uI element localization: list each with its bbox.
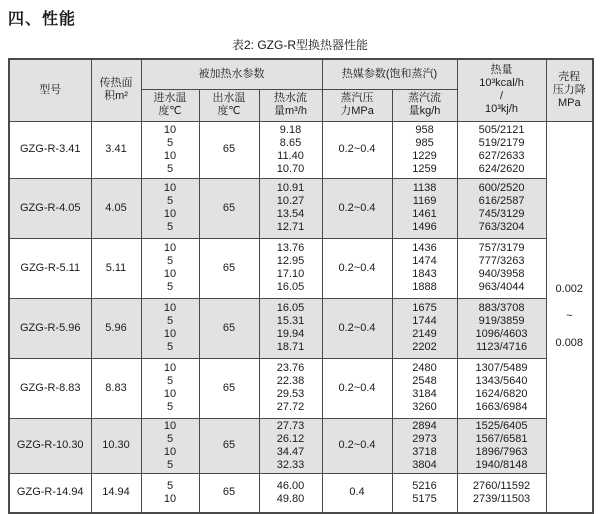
- heat-value: 777/3263: [478, 255, 525, 267]
- heat-value: 919/3859: [478, 315, 525, 327]
- header-heat-line: 10³kcal/h: [479, 77, 524, 90]
- steam-flows-cell: [392, 298, 457, 358]
- inlet-temp-value: 5: [166, 458, 174, 471]
- steam-flow-value: 1744: [412, 315, 437, 327]
- steam-pressure-cell: 0.2~0.4: [322, 418, 392, 473]
- water-flows-cell: [259, 178, 322, 238]
- inlet-temps-cell: [141, 298, 199, 358]
- inlet-temps-cell: [141, 178, 199, 238]
- heat-value: 624/2620: [478, 162, 525, 175]
- header-area-line: 传热面: [99, 77, 133, 90]
- heat-value: 1525/6405: [475, 419, 528, 432]
- area-cell: 10.30: [91, 418, 141, 473]
- header-steam-pressure-line: 力MPa: [340, 105, 374, 117]
- outlet-temp-cell: 65: [199, 473, 259, 513]
- steam-flow-value: 1496: [412, 221, 437, 233]
- steam-pressure-cell: 0.4: [322, 473, 392, 513]
- water-flow-value: 8.65: [279, 136, 302, 149]
- table-row: [9, 178, 593, 238]
- model-cell: GZG-R-8.83: [9, 358, 91, 418]
- heat-value: 1567/6581: [475, 432, 528, 445]
- header-heat-line: 10³kj/h: [485, 103, 519, 116]
- header-steam-group: 热媒参数(饱和蒸汽): [322, 59, 457, 89]
- inlet-temp-value: 10: [163, 445, 177, 458]
- heat-value: 505/2121: [478, 123, 525, 136]
- inlet-temp-value: 5: [166, 162, 174, 175]
- water-flow-value: 10.70: [276, 162, 305, 175]
- header-steam-flow-line: 蒸汽流: [408, 92, 442, 104]
- steam-flow-value: 2973: [412, 432, 437, 445]
- water-flow-value: 10.27: [276, 195, 305, 207]
- shell-pressure-tilde: ~: [566, 310, 573, 323]
- water-flow-value: 26.12: [276, 432, 305, 445]
- water-flows-cell: [259, 418, 322, 473]
- heat-value: 1343/5640: [475, 375, 528, 387]
- heat-cell: [457, 178, 546, 238]
- steam-flow-value: 2480: [412, 362, 437, 374]
- heat-value: 1940/8148: [475, 458, 528, 471]
- inlet-temp-value: 5: [166, 315, 174, 327]
- water-flows-cell: [259, 358, 322, 418]
- water-flow-value: 16.05: [276, 302, 305, 314]
- shell-pressure-value: 0.008: [555, 337, 584, 350]
- water-flow-value: 9.18: [279, 123, 302, 136]
- header-shell-line: MPa: [557, 96, 581, 109]
- inlet-temp-value: 10: [163, 302, 177, 314]
- table-row: [9, 418, 593, 473]
- header-shell-pressure: [546, 59, 593, 121]
- water-flow-value: 12.95: [276, 255, 305, 267]
- heat-value: 763/3204: [478, 221, 525, 233]
- heat-value: 940/3958: [478, 268, 525, 280]
- heat-value: 519/2179: [478, 136, 525, 149]
- inlet-temp-value: 10: [163, 182, 177, 194]
- water-flows-cell: [259, 121, 322, 178]
- heat-cell: [457, 121, 546, 178]
- water-flow-value: 13.76: [276, 242, 305, 254]
- header-area: [91, 59, 141, 121]
- heat-value: 745/3129: [478, 208, 525, 220]
- inlet-temps-cell: [141, 121, 199, 178]
- table-row: [9, 121, 593, 178]
- water-flow-value: 23.76: [276, 362, 305, 374]
- area-cell: 5.96: [91, 298, 141, 358]
- steam-pressure-cell: 0.2~0.4: [322, 358, 392, 418]
- steam-flow-value: 2202: [412, 341, 437, 353]
- steam-flow-value: 1169: [412, 195, 437, 207]
- inlet-temp-value: 10: [163, 388, 177, 400]
- steam-pressure-cell: 0.2~0.4: [322, 238, 392, 298]
- heat-value: 1624/6820: [475, 388, 528, 400]
- outlet-temp-cell: 65: [199, 121, 259, 178]
- water-flow-value: 27.73: [276, 419, 305, 432]
- heat-value: 616/2587: [478, 195, 525, 207]
- water-flow-value: 49.80: [276, 492, 305, 505]
- header-outlet-line: 出水温: [212, 92, 246, 104]
- model-cell: GZG-R-5.11: [9, 238, 91, 298]
- model-cell: GZG-R-10.30: [9, 418, 91, 473]
- water-flow-value: 15.31: [276, 315, 305, 327]
- header-model: 型号: [9, 59, 91, 121]
- header-heated-water-group: 被加热水参数: [141, 59, 322, 89]
- header-water-flow-line: 量m³/h: [274, 105, 307, 117]
- steam-flow-value: 2149: [412, 328, 437, 340]
- header-row-group: [9, 59, 593, 89]
- header-outlet-line: 度℃: [217, 105, 241, 117]
- header-shell-line: 压力降: [552, 83, 586, 96]
- inlet-temp-value: 10: [163, 123, 177, 136]
- outlet-temp-cell: 65: [199, 358, 259, 418]
- header-shell-line: 壳程: [558, 70, 581, 83]
- inlet-temp-value: 5: [166, 432, 174, 445]
- steam-flow-value: 1474: [412, 255, 437, 267]
- area-cell: 14.94: [91, 473, 141, 513]
- performance-table: [8, 58, 594, 514]
- inlet-temp-value: 5: [166, 341, 174, 353]
- table-caption: 表2: GZG-R型换热器性能: [231, 38, 368, 52]
- inlet-temp-value: 10: [163, 208, 177, 220]
- shell-pressure-drop-cell: [546, 121, 593, 513]
- heat-value: 963/4044: [478, 281, 525, 293]
- header-heat: [457, 59, 546, 121]
- area-cell: 4.05: [91, 178, 141, 238]
- steam-pressure-cell: 0.2~0.4: [322, 178, 392, 238]
- table-row: [9, 473, 593, 513]
- water-flow-value: 16.05: [276, 281, 305, 293]
- heat-value: 2739/11503: [472, 492, 531, 505]
- water-flow-value: 13.54: [276, 208, 305, 220]
- water-flows-cell: [259, 238, 322, 298]
- inlet-temp-value: 5: [166, 479, 174, 492]
- header-steam-flow-line: 量kg/h: [408, 105, 441, 117]
- header-inlet-temp: [141, 89, 199, 121]
- water-flow-value: 29.53: [276, 388, 305, 400]
- shell-pressure-value: 0.002: [555, 283, 584, 296]
- steam-flow-value: 1888: [412, 281, 437, 293]
- outlet-temp-cell: 65: [199, 418, 259, 473]
- water-flow-value: 17.10: [276, 268, 305, 280]
- steam-pressure-cell: 0.2~0.4: [322, 121, 392, 178]
- water-flow-value: 10.91: [276, 182, 305, 194]
- inlet-temps-cell: [141, 418, 199, 473]
- steam-flows-cell: [392, 121, 457, 178]
- inlet-temp-value: 10: [163, 268, 177, 280]
- table-row: [9, 358, 593, 418]
- inlet-temp-value: 10: [163, 149, 177, 162]
- steam-flow-value: 5216: [412, 479, 437, 492]
- steam-flows-cell: [392, 473, 457, 513]
- heat-cell: [457, 238, 546, 298]
- steam-flow-value: 2548: [412, 375, 437, 387]
- heat-value: 883/3708: [478, 302, 525, 314]
- steam-flow-value: 1259: [412, 162, 437, 175]
- heat-value: 1123/4716: [475, 341, 528, 353]
- steam-flow-value: 3184: [412, 388, 437, 400]
- table-row: [9, 298, 593, 358]
- water-flow-value: 19.94: [276, 328, 305, 340]
- inlet-temp-value: 10: [163, 492, 177, 505]
- inlet-temps-cell: [141, 473, 199, 513]
- model-cell: GZG-R-4.05: [9, 178, 91, 238]
- water-flows-cell: [259, 473, 322, 513]
- heat-value: 1663/6984: [475, 401, 528, 413]
- water-flow-value: 46.00: [276, 479, 305, 492]
- inlet-temp-value: 5: [166, 136, 174, 149]
- steam-flow-value: 1138: [412, 182, 437, 194]
- inlet-temps-cell: [141, 238, 199, 298]
- inlet-temp-value: 10: [163, 419, 177, 432]
- outlet-temp-cell: 65: [199, 238, 259, 298]
- inlet-temp-value: 10: [163, 328, 177, 340]
- steam-flows-cell: [392, 238, 457, 298]
- header-heat-line: /: [500, 90, 504, 103]
- table-row: [9, 238, 593, 298]
- steam-flow-value: 3718: [412, 445, 437, 458]
- steam-pressure-cell: 0.2~0.4: [322, 298, 392, 358]
- steam-flow-value: 1843: [412, 268, 437, 280]
- heat-cell: [457, 358, 546, 418]
- header-steam-pressure: [322, 89, 392, 121]
- header-inlet-line: 进水温: [153, 92, 187, 104]
- water-flow-value: 11.40: [277, 149, 304, 162]
- heat-value: 1896/7963: [475, 445, 528, 458]
- header-water-flow: [259, 89, 322, 121]
- water-flow-value: 18.71: [276, 341, 305, 353]
- inlet-temp-value: 5: [166, 281, 174, 293]
- steam-flow-value: 1229: [412, 149, 437, 162]
- steam-flow-value: 1461: [412, 208, 437, 220]
- steam-flows-cell: [392, 358, 457, 418]
- page-title: 四、性能: [8, 11, 77, 28]
- inlet-temp-value: 5: [166, 255, 174, 267]
- header-steam-flow: [392, 89, 457, 121]
- water-flow-value: 22.38: [276, 375, 305, 387]
- heat-value: 600/2520: [478, 182, 525, 194]
- steam-flow-value: 985: [415, 136, 434, 149]
- steam-flows-cell: [392, 418, 457, 473]
- steam-flows-cell: [392, 178, 457, 238]
- heat-value: 757/3179: [478, 242, 525, 254]
- water-flow-value: 34.47: [276, 445, 305, 458]
- steam-flow-value: 5175: [412, 492, 437, 505]
- heat-value: 2760/11592: [472, 479, 531, 492]
- heat-cell: [457, 298, 546, 358]
- header-heat-line: 热量: [490, 64, 513, 77]
- header-area-line: 积m²: [104, 90, 128, 103]
- model-cell: GZG-R-14.94: [9, 473, 91, 513]
- outlet-temp-cell: 65: [199, 178, 259, 238]
- water-flows-cell: [259, 298, 322, 358]
- inlet-temp-value: 5: [166, 375, 174, 387]
- steam-flow-value: 1436: [412, 242, 437, 254]
- area-cell: 3.41: [91, 121, 141, 178]
- model-cell: GZG-R-3.41: [9, 121, 91, 178]
- header-inlet-line: 度℃: [158, 105, 182, 117]
- header-water-flow-line: 热水流: [274, 92, 307, 104]
- inlet-temps-cell: [141, 358, 199, 418]
- outlet-temp-cell: 65: [199, 298, 259, 358]
- heat-cell: [457, 418, 546, 473]
- water-flow-value: 12.71: [276, 221, 305, 233]
- steam-flow-value: 958: [415, 123, 434, 136]
- steam-flow-value: 2894: [412, 419, 437, 432]
- inlet-temp-value: 5: [166, 221, 174, 233]
- heat-value: 1307/5489: [475, 362, 528, 374]
- heat-value: 1096/4603: [475, 328, 528, 340]
- header-outlet-temp: [199, 89, 259, 121]
- inlet-temp-value: 5: [166, 401, 174, 413]
- inlet-temp-value: 10: [163, 362, 177, 374]
- water-flow-value: 32.33: [276, 458, 305, 471]
- heat-cell: [457, 473, 546, 513]
- steam-flow-value: 3260: [412, 401, 437, 413]
- water-flow-value: 27.72: [276, 401, 305, 413]
- model-cell: GZG-R-5.96: [9, 298, 91, 358]
- steam-flow-value: 1675: [412, 302, 437, 314]
- inlet-temp-value: 10: [163, 242, 177, 254]
- area-cell: 8.83: [91, 358, 141, 418]
- header-steam-pressure-line: 蒸汽压: [340, 92, 374, 104]
- inlet-temp-value: 5: [166, 195, 174, 207]
- steam-flow-value: 3804: [412, 458, 437, 471]
- area-cell: 5.11: [91, 238, 141, 298]
- heat-value: 627/2633: [478, 149, 525, 162]
